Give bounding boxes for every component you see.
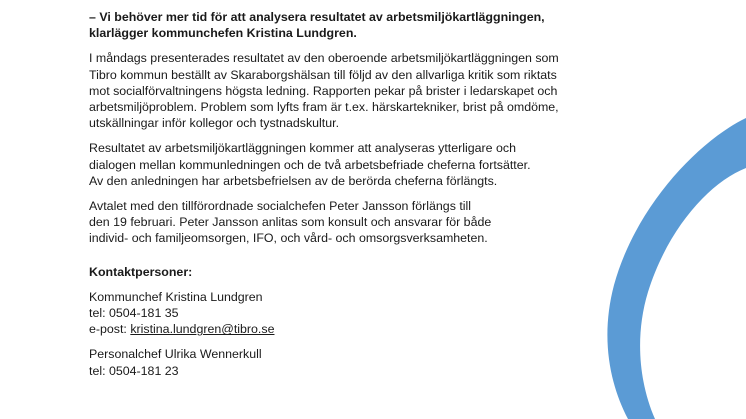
- text-line: individ- och familjeomsorgen, IFO, och vård- och omsorgsverksamheten.: [89, 231, 488, 246]
- lead-line: klarlägger kommunchefen Kristina Lundgren.: [89, 26, 357, 41]
- text-line: mot socialförvaltningens högsta ledning. Rapporten pekar på brister i ledarskapet och: [89, 83, 558, 98]
- text-line: Avtalet med den tillförordnade socialchefen Peter Jansson förlängs till: [89, 199, 472, 214]
- text-line: Av den anledningen har arbetsbefrielsen av de berörda cheferna förlängts.: [89, 173, 498, 188]
- lead-paragraph: [89, 9, 649, 41]
- text-line: utskällningar inför kollegor och tystnadskultur.: [89, 116, 340, 131]
- contacts-heading: Kontaktpersoner:: [89, 264, 193, 279]
- contact-block: [89, 289, 649, 338]
- contact-block: [89, 346, 649, 378]
- body-paragraph: [89, 50, 649, 131]
- text-line: arbetsmiljöproblem. Problem som lyfts fram är t.ex. härskartekniker, brist på omdöme,: [89, 100, 559, 115]
- contact-email-prefix: e-post:: [89, 322, 131, 337]
- body-paragraph: [89, 140, 649, 189]
- contact-email-link[interactable]: kristina.lundgren@tibro.se: [130, 322, 275, 337]
- contact-phone: tel: 0504-181 35: [89, 306, 179, 321]
- contact-email-line: [89, 321, 649, 337]
- text-line: Resultatet av arbetsmiljökartläggningen kommer att analyseras ytterligare och: [89, 141, 516, 156]
- contact-name: Personalchef Ulrika Wennerkull: [89, 347, 262, 362]
- lead-line: – Vi behöver mer tid för att analysera resultatet av arbetsmiljökartläggningen,: [89, 10, 545, 24]
- text-line: dialogen mellan kommunledningen och de två arbetsbefriade cheferna fortsätter.: [89, 157, 531, 172]
- press-release-body: [89, 9, 649, 388]
- contact-phone: tel: 0504-181 23: [89, 363, 179, 378]
- contact-name: Kommunchef Kristina Lundgren: [89, 289, 263, 304]
- body-paragraph: [89, 198, 649, 247]
- text-line: I måndags presenterades resultatet av den oberoende arbetsmiljökartläggningen som: [89, 51, 559, 66]
- text-line: Tibro kommun beställt av Skaraborgshälsan till följd av den allvarliga kritik som riktats: [89, 67, 557, 82]
- text-line: den 19 februari. Peter Jansson anlitas som konsult och ansvarar för både: [89, 215, 492, 230]
